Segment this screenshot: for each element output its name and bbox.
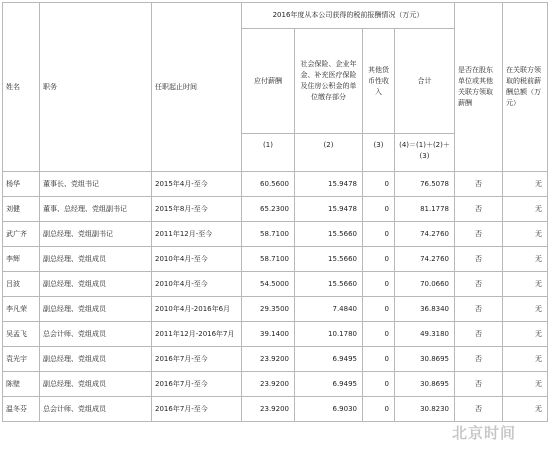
table-row xyxy=(3,297,548,322)
cell-related: 否 xyxy=(455,397,503,422)
cell-term: 2016年7月-至今 xyxy=(152,397,242,422)
cell-other: 0 xyxy=(363,322,395,347)
cell-term: 2016年7月-至今 xyxy=(152,372,242,397)
cell-social: 15.9478 xyxy=(295,172,363,197)
cell-term: 2015年4月-至今 xyxy=(152,172,242,197)
cell-other: 0 xyxy=(363,297,395,322)
table-row xyxy=(3,197,548,222)
cell-social: 10.1780 xyxy=(295,322,363,347)
cell-position: 董事长、党组书记 xyxy=(40,172,152,197)
header-social: 社会保险、企业年金、补充医疗保险及住房公积金的单位缴存部分 xyxy=(295,29,363,134)
cell-name: 陈壁 xyxy=(3,372,40,397)
cell-total: 30.8695 xyxy=(395,347,455,372)
cell-related-amount: 无 xyxy=(503,197,548,222)
cell-payable: 65.2300 xyxy=(242,197,295,222)
cell-position: 副总经理、党组成员 xyxy=(40,297,152,322)
cell-related: 否 xyxy=(455,372,503,397)
table-row xyxy=(3,372,548,397)
table-body xyxy=(3,172,548,422)
cell-name: 袁光宇 xyxy=(3,347,40,372)
header-related-amount: 在关联方领取的税前薪酬总额（万元） xyxy=(503,3,548,172)
cell-related: 否 xyxy=(455,272,503,297)
header-related: 是否在股东单位或其他关联方领取薪酬 xyxy=(455,3,503,172)
cell-term: 2011年12月-至今 xyxy=(152,222,242,247)
cell-term: 2015年8月-至今 xyxy=(152,197,242,222)
cell-social: 6.9495 xyxy=(295,372,363,397)
cell-related: 否 xyxy=(455,297,503,322)
cell-payable: 60.5600 xyxy=(242,172,295,197)
cell-other: 0 xyxy=(363,372,395,397)
cell-name: 李凡荣 xyxy=(3,297,40,322)
cell-payable: 39.1400 xyxy=(242,322,295,347)
header-col3: (3) xyxy=(363,134,395,172)
cell-social: 15.5660 xyxy=(295,222,363,247)
cell-social: 15.5660 xyxy=(295,247,363,272)
table-row xyxy=(3,247,548,272)
header-position: 职务 xyxy=(40,3,152,172)
cell-position: 董事、总经理、党组副书记 xyxy=(40,197,152,222)
cell-other: 0 xyxy=(363,347,395,372)
cell-total: 74.2760 xyxy=(395,247,455,272)
cell-related: 否 xyxy=(455,172,503,197)
cell-social: 6.9495 xyxy=(295,347,363,372)
header-term: 任职起止时间 xyxy=(152,3,242,172)
cell-name: 杨华 xyxy=(3,172,40,197)
cell-position: 副总经理、党组成员 xyxy=(40,272,152,297)
cell-total: 30.8230 xyxy=(395,397,455,422)
header-total: 合计 xyxy=(395,29,455,134)
cell-position: 总会计师、党组成员 xyxy=(40,397,152,422)
cell-position: 副总经理、党组成员 xyxy=(40,372,152,397)
cell-payable: 58.7100 xyxy=(242,222,295,247)
header-col2: (2) xyxy=(295,134,363,172)
cell-social: 15.9478 xyxy=(295,197,363,222)
cell-other: 0 xyxy=(363,222,395,247)
cell-total: 81.1778 xyxy=(395,197,455,222)
cell-related: 否 xyxy=(455,247,503,272)
cell-related: 否 xyxy=(455,347,503,372)
cell-other: 0 xyxy=(363,197,395,222)
table-row xyxy=(3,322,548,347)
compensation-table xyxy=(2,2,548,422)
cell-related-amount: 无 xyxy=(503,297,548,322)
header-col1: (1) xyxy=(242,134,295,172)
cell-related-amount: 无 xyxy=(503,397,548,422)
header-payable: 应付薪酬 xyxy=(242,29,295,134)
header-name: 姓名 xyxy=(3,3,40,172)
cell-name: 吴孟飞 xyxy=(3,322,40,347)
cell-total: 74.2760 xyxy=(395,222,455,247)
cell-term: 2010年4月-至今 xyxy=(152,247,242,272)
cell-related-amount: 无 xyxy=(503,222,548,247)
table-row xyxy=(3,222,548,247)
cell-related: 否 xyxy=(455,197,503,222)
cell-name: 武广齐 xyxy=(3,222,40,247)
cell-name: 吕波 xyxy=(3,272,40,297)
header-col4: (4)＝(1)＋(2)＋(3) xyxy=(395,134,455,172)
cell-term: 2010年4月-2016年6月 xyxy=(152,297,242,322)
cell-social: 7.4840 xyxy=(295,297,363,322)
header-group: 2016年度从本公司获得的税前报酬情况（万元） xyxy=(242,3,455,29)
cell-other: 0 xyxy=(363,247,395,272)
cell-social: 6.9030 xyxy=(295,397,363,422)
cell-related-amount: 无 xyxy=(503,272,548,297)
cell-other: 0 xyxy=(363,397,395,422)
cell-position: 副总经理、党组副书记 xyxy=(40,222,152,247)
cell-total: 36.8340 xyxy=(395,297,455,322)
table-row xyxy=(3,397,548,422)
cell-total: 49.3180 xyxy=(395,322,455,347)
cell-payable: 54.5000 xyxy=(242,272,295,297)
cell-term: 2010年4月-至今 xyxy=(152,272,242,297)
table-row xyxy=(3,272,548,297)
cell-related-amount: 无 xyxy=(503,172,548,197)
cell-related: 否 xyxy=(455,222,503,247)
table-row xyxy=(3,172,548,197)
cell-name: 刘健 xyxy=(3,197,40,222)
cell-total: 70.0660 xyxy=(395,272,455,297)
cell-other: 0 xyxy=(363,172,395,197)
cell-position: 副总经理、党组成员 xyxy=(40,247,152,272)
cell-related: 否 xyxy=(455,322,503,347)
cell-related-amount: 无 xyxy=(503,372,548,397)
watermark: 北京时间 xyxy=(451,424,516,442)
cell-social: 15.5660 xyxy=(295,272,363,297)
cell-total: 76.5078 xyxy=(395,172,455,197)
cell-payable: 29.3500 xyxy=(242,297,295,322)
cell-payable: 23.9200 xyxy=(242,372,295,397)
cell-term: 2016年7月-至今 xyxy=(152,347,242,372)
table-row xyxy=(3,347,548,372)
cell-payable: 58.7100 xyxy=(242,247,295,272)
header-other: 其他货币性收入 xyxy=(363,29,395,134)
cell-term: 2011年12月-2016年7月 xyxy=(152,322,242,347)
cell-payable: 23.9200 xyxy=(242,397,295,422)
cell-total: 30.8695 xyxy=(395,372,455,397)
cell-related-amount: 无 xyxy=(503,347,548,372)
cell-related-amount: 无 xyxy=(503,247,548,272)
cell-name: 李辉 xyxy=(3,247,40,272)
cell-other: 0 xyxy=(363,272,395,297)
cell-related-amount: 无 xyxy=(503,322,548,347)
cell-name: 温冬芬 xyxy=(3,397,40,422)
cell-position: 总会计师、党组成员 xyxy=(40,322,152,347)
cell-position: 副总经理、党组成员 xyxy=(40,347,152,372)
cell-payable: 23.9200 xyxy=(242,347,295,372)
